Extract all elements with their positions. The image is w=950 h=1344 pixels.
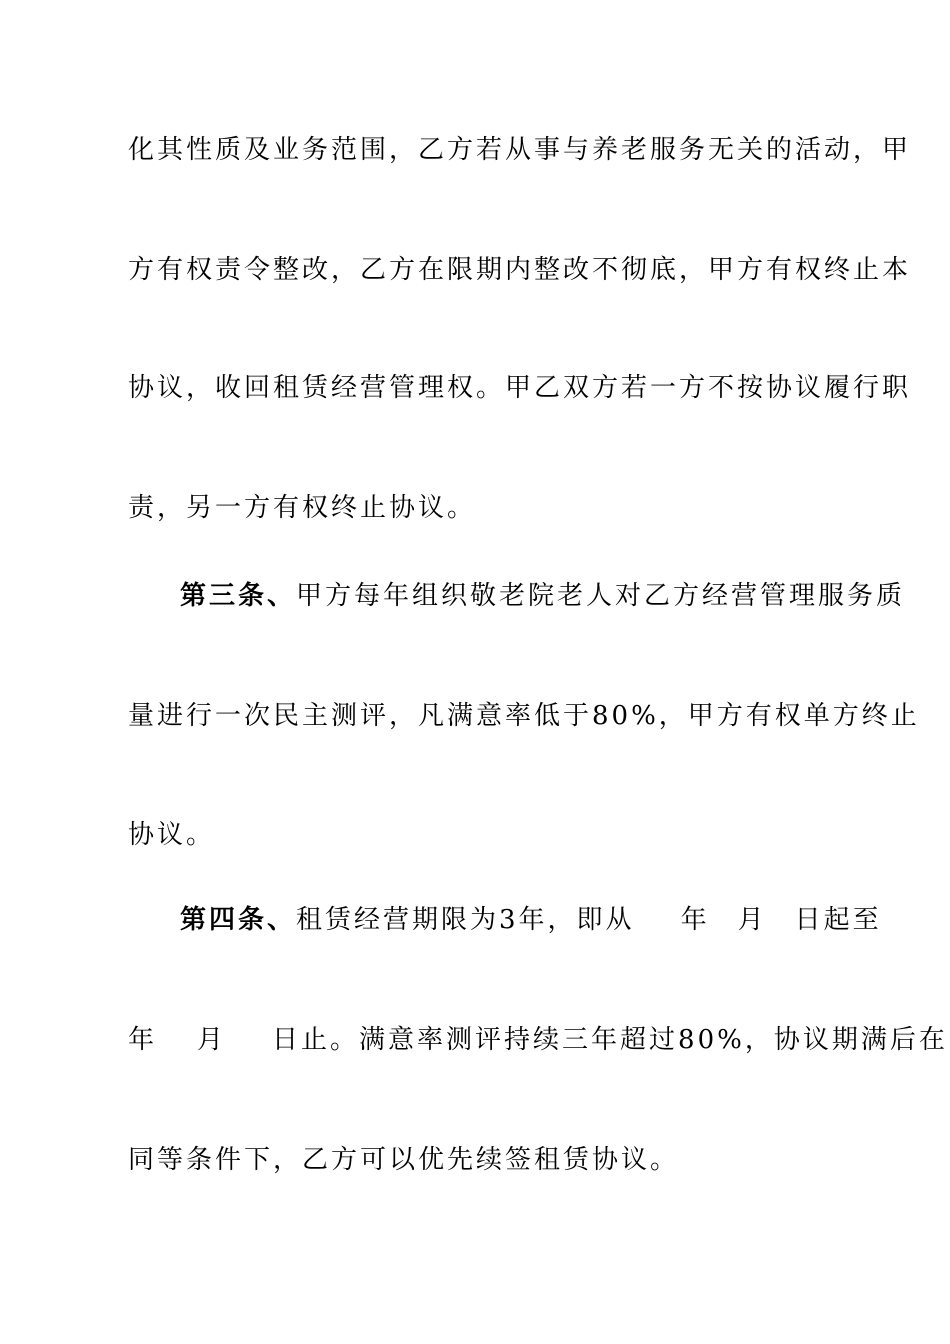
article-4-line-1 <box>180 900 882 940</box>
article-4-line-2 <box>128 1020 948 1060</box>
article-4-line-3: 同等条件下，乙方可以优先续签租赁协议。 <box>128 1145 680 1175</box>
start-month-label: 月 <box>737 905 767 935</box>
article-3-text: 甲方每年组织敬老院老人对乙方经营管理服务质 <box>296 581 906 611</box>
paragraph-line: 责，另一方有权终止协议。 <box>128 493 477 523</box>
end-year-label: 年 <box>128 1025 158 1055</box>
article-4-term-text: 租赁经营期限为3年，即从 <box>296 905 635 935</box>
end-day-text: 日止。满意率测评持续三年超过80%，协议期满后在 <box>272 1025 948 1055</box>
start-day-label: 日起至 <box>794 905 882 935</box>
paragraph-line: 协议，收回租赁经营管理权。甲乙双方若一方不按协议履行职 <box>128 373 912 403</box>
paragraph-line: 方有权责令整改，乙方在限期内整改不彻底，甲方有权终止本 <box>128 255 912 285</box>
article-3-line-1 <box>180 576 906 616</box>
article-3-line-2: 量进行一次民主测评，凡满意率低于80%，甲方有权单方终止 <box>128 701 920 731</box>
article-3-line-3: 协议。 <box>128 820 216 850</box>
end-month-label: 月 <box>197 1025 227 1055</box>
paragraph-line: 化其性质及业务范围，乙方若从事与养老服务无关的活动，甲 <box>128 135 912 165</box>
start-year-label: 年 <box>680 905 710 935</box>
article-4-heading: 第四条、 <box>180 905 297 935</box>
article-3-heading: 第三条、 <box>180 581 297 611</box>
